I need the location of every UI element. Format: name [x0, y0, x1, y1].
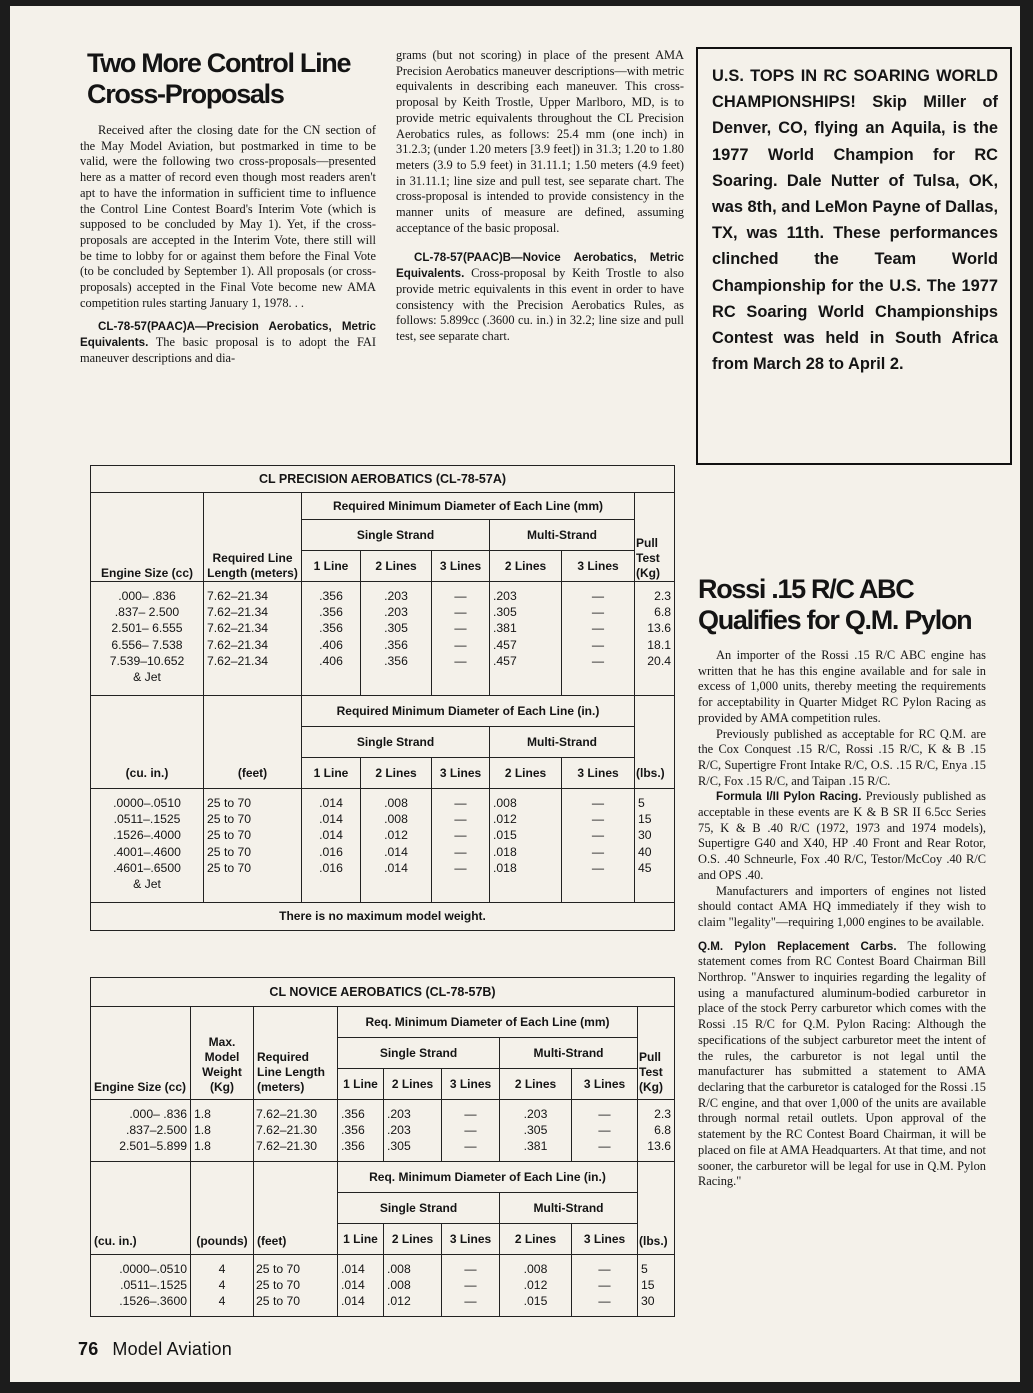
table2-metric-weight: 1.8 1.8 1.8 [191, 1100, 254, 1162]
table1-metric-single-1line: .356 .356 .356 .406 .406 [302, 582, 361, 696]
table1-header-pull: Pull Test (Kg) [635, 493, 675, 582]
table2-metric-multi-3lines: — — — [572, 1100, 638, 1162]
table1-header-length: Required Line Length (meters) [204, 493, 302, 582]
table1-imperial-single-3lines: — — — — — [432, 789, 490, 903]
table1-header-3lines: 3 Lines [432, 551, 490, 582]
proposal-a-paragraph [80, 319, 376, 366]
table1-imperial-single-1line: .014 .014 .014 .016 .016 [302, 789, 361, 903]
page-number: 76 [78, 1339, 99, 1359]
page-footer [78, 1339, 232, 1360]
table1-metric-length: 7.62–21.34 7.62–21.34 7.62–21.34 7.62–21.34 7.62–21.34 [204, 582, 302, 696]
proposal-a-title: CL-78-57(PAAC)A—Precision Aerobatics, Metric Equivalents. [80, 320, 376, 350]
table2-metric-pull: 2.3 6.8 13.6 [638, 1100, 675, 1162]
replacement-carbs-title: Q.M. Pylon Replacement Carbs. [698, 939, 897, 953]
table1-title: CL PRECISION AEROBATICS (CL-78-57A) [91, 466, 675, 493]
table1-metric-single-3lines: — — — — — [432, 582, 490, 696]
table2-header-feet: (feet) [254, 1162, 338, 1255]
table2-metric-engine: .000– .836 .837–2.500 2.501–5.899 [91, 1100, 191, 1162]
article2-column [698, 648, 986, 1190]
table1-imperial-group: Required Minimum Diameter of Each Line (in.) [302, 696, 635, 727]
article2-paragraph-4: Manufacturers and importers of engines not listed should contact AMA HQ immediately if they wish to claim "legality"—requiring 1,000 engines to be available. [698, 883, 986, 929]
table1-imperial-multi-2lines: .008 .012 .015 .018 .018 [490, 789, 562, 903]
table1-imp-single-strand: Single Strand [302, 727, 490, 758]
table1-imperial-multi-3lines: — — — — — [562, 789, 635, 903]
table2-imp-single-strand: Single Strand [338, 1193, 500, 1224]
proposal-b-title: CL-78-57(PAAC)B—Novice Aerobatics, Metric Equivalents. [396, 251, 684, 281]
table2-header-3lines: 3 Lines [442, 1069, 500, 1100]
table1-header-1line: 1 Line [302, 551, 361, 582]
article2-headline: Rossi .15 R/C ABC Qualifies for Q.M. Pylon [698, 574, 972, 635]
replacement-carbs-text: The following statement comes from RC Contest Board Chairman Bill Northrop. "Answer to inquiries regarding the legality of using a manufactured aluminum-bodied carburetor in place of the stock Perry carburetor which comes with the Rossi .15 R/C for Q.M. Pylon Racing: Although the specifications of the subject carburetor meet the intent of the rules, the carburetor is not legal until the manufacturer has submitted a statement to AMA declaring that the carburetor is cataloged for the Rossi .15 R/C engine, and that over 1,000 of the units are available through normal retail outlets. Upon approval of the statement by the RC Contest Board Chairman, it will be placed on file at AMA Headquarters. At that time, and not sooner, the carburetor will be legal for use in Q.M. Pylon Racing." [698, 938, 986, 1189]
table1-imp-multi-strand: Multi-Strand [490, 727, 635, 758]
table2-header-weight: Max. Model Weight (Kg) [191, 1007, 254, 1100]
table1-header-multi-3lines: 3 Lines [562, 551, 635, 582]
proposal-b-text: Cross-proposal by Keith Trostle to also provide metric equivalents in this event in order to have consistency with the Precision Aerobatics Rules, as follows: 5.899cc (.3600 cu. in.) in 32.2; line size and pull test, see separate chart. [396, 266, 684, 343]
table2-header-2lines: 2 Lines [384, 1069, 442, 1100]
table2-imperial-pull: 5 15 30 [638, 1255, 675, 1317]
table2-imp-header-1line: 1 Line [338, 1224, 384, 1255]
table2-metric-single-1line: .356 .356 .356 [338, 1100, 384, 1162]
table1-imperial-engine: .0000–.0510 .0511–.1525 .1526–.4000 .4001–.4600 .4601–.6500 & Jet [91, 789, 204, 903]
table2-header-multi-2lines: 2 Lines [500, 1069, 572, 1100]
table2-imperial-engine: .0000–.0510 .0511–.1525 .1526–.3600 [91, 1255, 191, 1317]
table2-header-1line: 1 Line [338, 1069, 384, 1100]
table1-header-2lines: 2 Lines [361, 551, 432, 582]
table2-header-pull: Pull Test (Kg) [638, 1007, 675, 1100]
proposal-b-paragraph [396, 250, 684, 344]
table1-footer-note: There is no maximum model weight. [91, 903, 675, 931]
table2-imperial-weight: 4 4 4 [191, 1255, 254, 1317]
soaring-news-text: U.S. TOPS IN RC SOARING WORLD CHAMPIONSHIPS! Skip Miller of Denver, CO, flying an Aquila, is the 1977 World Champion for RC Soaring. Dale Nutter of Tulsa, OK, was 8th, and LeMon Payne of Dallas, TX, was 11th. These performances clinched the Team World Championship for the U.S. The 1977 RC Soaring World Championships Contest was held in South Africa from March 28 to April 2. [712, 67, 998, 374]
precision-aerobatics-table [90, 465, 675, 931]
table2-header-length: Required Line Length (meters) [254, 1007, 338, 1100]
table1-imperial-pull: 5 15 30 40 45 [635, 789, 675, 903]
soaring-news-box [696, 47, 1012, 465]
table1-metric-multi-3lines: — — — — — [562, 582, 635, 696]
table2-header-multi-3lines: 3 Lines [572, 1069, 638, 1100]
table1-metric-multi-2lines: .203 .305 .381 .457 .457 [490, 582, 562, 696]
article2-paragraph-1: An importer of the Rossi .15 R/C ABC engine has written that he has this engine available and for sale in excess of 1,000 units, thereby meeting the requirements for acceptability in Quarter Midget RC Pylon Racing as provided by AMA competition rules. [698, 648, 986, 725]
table2-metric-single-3lines: — — — [442, 1100, 500, 1162]
table1-imp-header-multi-2lines: 2 Lines [490, 758, 562, 789]
novice-aerobatics-table [90, 977, 675, 1317]
table2-imp-multi-strand: Multi-Strand [500, 1193, 638, 1224]
table2-header-engine: Engine Size (cc) [91, 1007, 191, 1100]
table1-header-cuin: (cu. in.) [91, 696, 204, 789]
table1-header-feet: (feet) [204, 696, 302, 789]
table1-header-engine: Engine Size (cc) [91, 493, 204, 582]
table1-metric-pull: 2.3 6.8 13.6 18.1 20.4 [635, 582, 675, 696]
table2-metric-single-2lines: .203 .203 .305 [384, 1100, 442, 1162]
table2-imperial-length: 25 to 70 25 to 70 25 to 70 [254, 1255, 338, 1317]
table2-imp-header-multi-3lines: 3 Lines [572, 1224, 638, 1255]
table2-header-pounds: (pounds) [191, 1162, 254, 1255]
table2-imperial-multi-3lines: — — — [572, 1255, 638, 1317]
table2-imperial-single-3lines: — — — [442, 1255, 500, 1317]
table2-imp-header-2lines: 2 Lines [384, 1224, 442, 1255]
table1-metric-group: Required Minimum Diameter of Each Line (mm) [302, 493, 635, 520]
table2-header-cuin: (cu. in.) [91, 1162, 191, 1255]
formula-pylon-text: Previously published as acceptable in these events are K & B SR II 6.5cc Series 75, K & B .40 R/C (1972, 1973 and 1974 models), Supertigre G40 and X40, HP .40 Front and Rear Rotor, O.S. .40 Schneurle, Fox .40 R/C, Testor/McCoy .40 R/C and OPS .40. [698, 789, 986, 882]
table2-imp-header-3lines: 3 Lines [442, 1224, 500, 1255]
table2-imperial-group: Req. Minimum Diameter of Each Line (in.) [338, 1162, 638, 1193]
table1-single-strand: Single Strand [302, 520, 490, 551]
article2-paragraph-3 [698, 789, 986, 883]
table1-metric-single-2lines: .203 .203 .305 .356 .356 [361, 582, 432, 696]
table1-imperial-single-2lines: .008 .008 .012 .014 .014 [361, 789, 432, 903]
article1-column-right [396, 48, 684, 353]
table1-header-multi-2lines: 2 Lines [490, 551, 562, 582]
table2-metric-group: Req. Minimum Diameter of Each Line (mm) [338, 1007, 638, 1038]
article1-column-left [80, 123, 376, 367]
table1-imp-header-2lines: 2 Lines [361, 758, 432, 789]
table1-imp-header-multi-3lines: 3 Lines [562, 758, 635, 789]
formula-pylon-title: Formula I/II Pylon Racing. [716, 790, 862, 804]
table1-imp-header-3lines: 3 Lines [432, 758, 490, 789]
table2-title: CL NOVICE AEROBATICS (CL-78-57B) [91, 978, 675, 1007]
table1-metric-engine: .000– .836 .837– 2.500 2.501– 6.555 6.556– 7.538 7.539–10.652 & Jet [91, 582, 204, 696]
table2-metric-multi-2lines: .203 .305 .381 [500, 1100, 572, 1162]
article1-headline: Two More Control Line Cross-Proposals [87, 48, 351, 109]
table2-imperial-multi-2lines: .008 .012 .015 [500, 1255, 572, 1317]
magazine-page [10, 6, 1020, 1382]
table1-header-lbs: (lbs.) [635, 696, 675, 789]
table2-imperial-single-1line: .014 .014 .014 [338, 1255, 384, 1317]
table2-header-lbs: (lbs.) [638, 1162, 675, 1255]
proposal-a-continued: grams (but not scoring) in place of the present AMA Precision Aerobatics maneuver descriptions—with metric equivalents in describing each maneuver. This cross-proposal by Keith Trostle, Upper Marlboro, MD, is to provide metric equivalents throughout the CL Precision Aerobatics rules, as follows: 25.4 mm (one inch) in 31.2.3; (under 1.20 meters [3.9 feet]) in 31.3; 1.20 to 1.80 meters (3.9 to 5.9 feet) in 31.11.1; 1.50 meters (4.9 feet) in 31.11.1; line size and pull test, see separate chart. The cross-proposal is intended to provide consistency in the manner units of measure are defined, assuming acceptance of the basic proposal. [396, 48, 684, 235]
article2-paragraph-2: Previously published as acceptable for RC Q.M. are the Cox Conquest .15 R/C, Rossi .15 R/C, K & B .15 R/C, Supertigre Front Intake R/C, O.S. .15 R/C, Enya .15 R/C, Fox .15 R/C, and Taipan .15 R/C. [698, 726, 986, 788]
table1-imperial-length: 25 to 70 25 to 70 25 to 70 25 to 70 25 to 70 [204, 789, 302, 903]
table1-multi-strand: Multi-Strand [490, 520, 635, 551]
table1-imp-header-1line: 1 Line [302, 758, 361, 789]
table2-multi-strand: Multi-Strand [500, 1038, 638, 1069]
table2-imperial-single-2lines: .008 .008 .012 [384, 1255, 442, 1317]
magazine-name: Model Aviation [112, 1339, 232, 1359]
table2-imp-header-multi-2lines: 2 Lines [500, 1224, 572, 1255]
table2-metric-length: 7.62–21.30 7.62–21.30 7.62–21.30 [254, 1100, 338, 1162]
proposal-a-text-1: The basic proposal is to adopt the FAI maneuver descriptions and dia- [80, 335, 376, 365]
article2-paragraph-5 [698, 939, 986, 1190]
table2-single-strand: Single Strand [338, 1038, 500, 1069]
article1-intro: Received after the closing date for the CN section of the May Model Aviation, but postmarked in time to be valid, were the following two cross-proposals—presented here as a matter of record even though most readers aren't apt to have the information in sufficient time to influence the Control Line Contest Board's Interim Vote (which is supposed to be concluded by May 1). Yet, if the cross-proposals are accepted in the Interim Vote, there still will be time to lobby for or against them before the Final Vote (to be concluded by September 1). All proposals (or cross-proposals) accepted in the Final Vote become new AMA competition rules starting January 1, 1978. . . [80, 123, 376, 310]
